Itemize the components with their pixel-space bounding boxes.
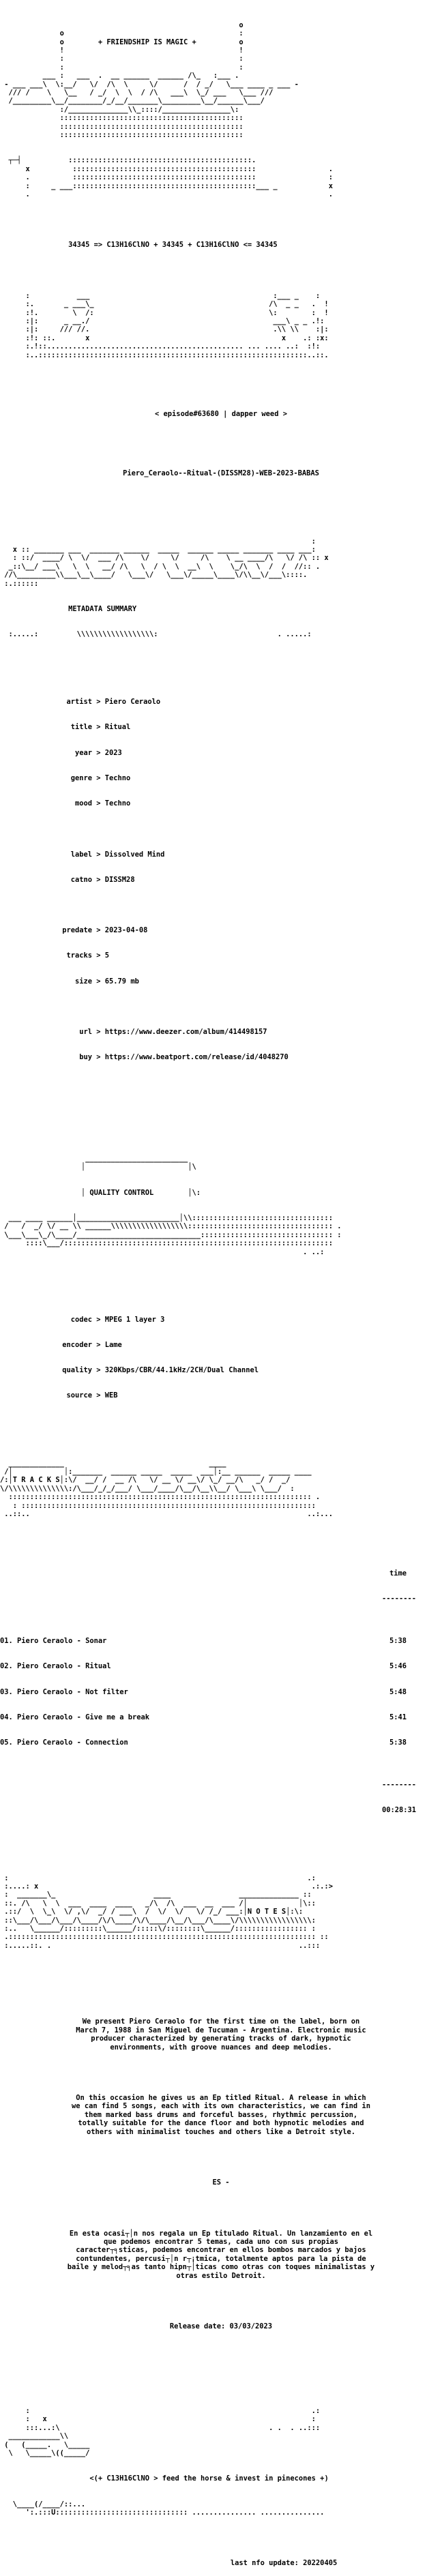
- footer-ascii-art-end: \____(/____/::... ':.:::U::::::::::::::::::::::::::::::: ............... ...............: [12, 2500, 325, 2517]
- quality-ascii-art: ________________________ │ │\: [80, 1155, 196, 1172]
- meta-catno-label: catno: [70, 875, 92, 884]
- formula-line: [0, 241, 442, 249]
- meta-mood-row: mood > Techno: [0, 799, 442, 808]
- meta-size-value: 65.79 mb: [104, 977, 139, 986]
- track-artist: Piero Ceraolo: [17, 1662, 73, 1671]
- quality-codec-value: MPEG 1 layer 3: [104, 1315, 165, 1324]
- meta-tracks-row: tracks > 5: [0, 951, 442, 960]
- episode-tag: < episode#63680 | dapper weed >: [155, 410, 287, 419]
- notes-paragraph-es: En esta ocasi┬│n nos regala un Ep titulado Ritual. Un lanzamiento en el que podemos encontrar 5 temas, cada uno con sus propias caracter┬╕sticas, podemos encontrar en ellos bombos marcados y bajos contundentes, percusi┬│n r┬¡tmica, totalmente aptos para la pista de baile y melod┬╕as tanto hipn┬│ticas como otras con toques minimalistas y otras estilo Detroit.: [67, 2229, 375, 2280]
- track-number: 03.: [0, 1687, 13, 1696]
- track-row: 02. Piero Ceraolo - Ritual 5:46: [0, 1662, 407, 1671]
- meta-tracks-value: 5: [104, 951, 110, 960]
- quality-encoder-value: Lame: [104, 1341, 122, 1349]
- meta-mood-label: mood: [74, 799, 92, 808]
- track-title: Sonar: [85, 1637, 107, 1646]
- quality-encoder-label: encoder: [62, 1341, 92, 1349]
- quality-quality-value: 320Kbps/CBR/44.1kHz/2CH/Dual Channel: [104, 1366, 259, 1375]
- track-title: Not filter: [85, 1687, 128, 1696]
- header-ascii-art-middle: ┬─┤ :::::::::::::::::::::::::::::::::::::::::::. x ::::::::::::::::::::::::::::::::::::::::::: . . ::::::::::::::::::::::::::::::::::::::::::: : : _ ___:::::::::::::::::::::::::::::::::::::::::::___ _ x . .: [8, 156, 333, 198]
- meta-label-label: label: [70, 850, 92, 859]
- tracks-time-rule-bottom: --------: [382, 1781, 417, 1790]
- tracks-ascii-art: _____________ ____ /│ │:_______ ______ _____ _____ ___│:__ ______ _____ ____ /:│T R A C K S│:\/ __/ / __ /\ \/ __ \/ __\/ \_/ __/\ _/ / _/ \/\\\\\\\\\\\\\\:/\___/_/_/___/ \___/____/\__/\__\\__/ \___\ \___/ : ::::::::::::::::::::::::::::::::::::::::::::::::::::::::::::::::::::::: . : ::::::::::::::::::::::::::::::::::::::::::::::::::::::::::::::::::::: ..::.. ..:...: [0, 1459, 333, 1519]
- quality-title-line: │ QUALITY CONTROL │\:: [0, 1188, 201, 1197]
- meta-predate-value: 2023-04-08: [104, 926, 148, 935]
- track-row: 01. Piero Ceraolo - Sonar 5:38: [0, 1637, 407, 1646]
- notes-ascii-art: : .: :....: x .:.:> : _______\_ ____ ______________ :: ::. /\ \ \ ___ ____ ____ _/\ /\ ___ __ ___ /│ │\:: .::/ \ \_\ \/ ,\/ _/ / ___\ / \/ \/ \/ /_/ ___:│N O T E S│:\: ::\___/\___/\___/\____/\/\____/\/\____/\__/\___/\____\/\\\\\\\\\\\\\\\\\: :.. \______/:::::::::\______/:::::\/::::::::\______/::::::::::::::::: : .:::::::::::::::::::::::::::::::::::::::::::::::::::::::::::::::::::::::: :: :.....::. . ..:::: [4, 1874, 333, 1950]
- track-row: 05. Piero Ceraolo - Connection 5:38: [0, 1738, 407, 1747]
- formula: 34345 => C13H16ClNO + 34345 + C13H16ClNO <= 34345: [68, 241, 278, 250]
- track-title: Ritual: [85, 1662, 111, 1671]
- notes-language-separator: ES -: [212, 2178, 230, 2187]
- meta-url-value[interactable]: https://www.deezer.com/album/414498157: [104, 1028, 267, 1037]
- meta-label-value: Dissolved Mind: [104, 850, 165, 859]
- nfo-document: [0, 4, 442, 2576]
- header-ascii-art-top: o o : o + FRIENDSHIP IS MAGIC + o ! ! : : : : ___ : ___ . __ ______ ______ /\_ :___ . - ___ ___\ \:__/ \/ /\ \ \/ / / _/ \___ ____ _ ___ - /// / \ \__ / _/ \ \ / /\ ___\ \_/ ___ \___ /// /_________\__/________/_/__/_______\_________\__/______\___/ :/______________\\_::::/________________\: ::::::::::::::::::::::::::::::::::::::::::: ::::::::::::::::::::::::::::::::::::::::::: :::::::::::::::::::::::::::::::::::::::::::: [4, 20, 299, 140]
- tracks-total-time: 00:28:31: [382, 1806, 417, 1815]
- quality-ascii-art-tail: ___ ____ ______│________________________│\\::::::::::::::::::::::::::::::::: / / _/ \/ __ \\ ______\\\\\\\\\\\\\\\\\\:::::::::::::::::::::::::::::::::: . \___\___\_/\____/_____________________________::::::::::::::::::::::::::::::: : ::::\___/::::::::::::::::::::::::::::::::::::::::::::::::::::::::::::::: . ..:: [4, 1213, 342, 1256]
- track-number: 04.: [0, 1713, 13, 1721]
- meta-url-row: url > https://www.deezer.com/album/414498157: [0, 1028, 442, 1036]
- meta-mood-value: Techno: [104, 799, 131, 808]
- track-time: 5:46: [389, 1662, 407, 1671]
- meta-artist-row: artist > Piero Ceraolo: [0, 698, 442, 706]
- quality-source-label: source: [66, 1391, 92, 1400]
- meta-label-row: label > Dissolved Mind: [0, 850, 442, 859]
- metadata-ascii-art-tail: :.....: \\\\\\\\\\\\\\\\\\: . .....:: [0, 630, 312, 638]
- meta-tracks-label: tracks: [66, 951, 92, 960]
- last-update-line: [0, 2559, 442, 2567]
- track-artist: Piero Ceraolo: [17, 1637, 73, 1646]
- track-time: 5:48: [389, 1687, 407, 1696]
- meta-url-label: url: [79, 1028, 92, 1037]
- meta-catno-value: DISSM28: [104, 875, 135, 884]
- footer-tagline-line: [0, 2474, 442, 2483]
- track-title: Connection: [85, 1738, 128, 1747]
- track-number: 02.: [0, 1662, 13, 1671]
- meta-predate-label: predate: [62, 926, 92, 935]
- track-artist: Piero Ceraolo: [17, 1738, 73, 1747]
- meta-size-label: size: [74, 977, 92, 986]
- meta-genre-value: Techno: [104, 773, 131, 782]
- track-title: Give me a break: [85, 1713, 149, 1721]
- quality-codec-row: codec > MPEG 1 layer 3: [0, 1316, 442, 1324]
- meta-artist-value: Piero Ceraolo: [104, 698, 161, 707]
- tracks-time-header: time: [389, 1569, 407, 1578]
- meta-title-label: title: [70, 723, 92, 732]
- track-time: 5:41: [389, 1713, 407, 1721]
- meta-predate-row: predate > 2023-04-08: [0, 926, 442, 934]
- quality-section-title: QUALITY CONTROL: [89, 1188, 154, 1197]
- footer-ascii-art: : .: : x : :::...:\ . . . ..::: ____________\\ ( (_____. \_____ \ \_____\((_____/: [4, 2407, 321, 2458]
- meta-title-value: Ritual: [104, 723, 131, 732]
- tracks-section-title: T R A C K S: [12, 1476, 60, 1485]
- meta-year-value: 2023: [104, 748, 122, 757]
- meta-buy-value[interactable]: https://www.beatport.com/release/id/4048270: [104, 1053, 289, 1062]
- metadata-section-title: METADATA SUMMARY: [68, 604, 137, 613]
- notes-section-title: N O T E S: [247, 1908, 286, 1916]
- meta-buy-row: buy > https://www.beatport.com/release/id/4048270: [0, 1053, 442, 1061]
- track-number: 05.: [0, 1738, 13, 1747]
- meta-catno-row: catno > DISSM28: [0, 876, 442, 884]
- quality-quality-row: quality > 320Kbps/CBR/44.1kHz/2CH/Dual Channel: [0, 1366, 442, 1374]
- track-artist: Piero Ceraolo: [17, 1713, 73, 1721]
- quality-codec-label: codec: [70, 1315, 92, 1324]
- metadata-ascii-art: : x :: _______ ___ _______ ______ _____ ______ _____ _______ ____ ___: : ::/ ____/ \ \/ ___ /\ \/ \/ /\ \ __ ____/\ \/ /\ :: x _::\__/ ___\ \ \ __/ /\ \ / \ \ __\ \ \_/\ \ / / //:: . //\_________\\___\__\____/ \___\/ \___\/_____\____\/\\__\/___\::::. :.::::::: [4, 537, 329, 588]
- quality-encoder-row: encoder > Lame: [0, 1341, 442, 1349]
- track-number: 01.: [0, 1637, 13, 1646]
- track-row: 03. Piero Ceraolo - Not filter 5:48: [0, 1687, 407, 1696]
- notes-paragraph-en-2: On this occasion he gives us an Ep titled Ritual. A release in which we can find 5 songs, each with its own characteristics, we can find in them marked bass drums and forceful basses, rhythmic percussion, totally suitable for the dance floor and both hypnotic melodies and others with minimalist touches and others like a Detroit style.: [72, 2094, 370, 2136]
- meta-genre-label: genre: [70, 773, 92, 782]
- last-update: last nfo update: 20220405: [230, 2559, 338, 2568]
- quality-quality-label: quality: [62, 1366, 92, 1375]
- track-time: 5:38: [389, 1637, 407, 1646]
- notes-paragraph-en-1: We present Piero Ceraolo for the first time on the label, born on March 7, 1988 in San Miguel de Tucuman - Argentina. Electronic music producer characterized by generating tracks of dark, hypnotic environments, with groove nuances and deep melodies.: [76, 2017, 366, 2052]
- tracklist: [0, 1620, 442, 1764]
- quality-source-value: WEB: [104, 1391, 118, 1400]
- header-ascii-art-bottom: : ___ :___ _ : :. _ ___\_ /\ _ _ . ! :!. \ /: \: : ! :|: _ __./ ___\ _ _ .!: :|: /// //. .\\ \\ :|: :!: ::. x x .: :x: :.!::.............................................. ... .... ..: :!: :..:::::::::::::::::::::::::::::::::::::::::::::::::::::::::::::::..::.: [25, 291, 329, 359]
- release-name: Piero_Ceraolo--Ritual-(DISSM28)-WEB-2023-BABAS: [123, 469, 319, 478]
- footer-tagline: <(+ C13H16ClNO > feed the horse & invest in pinecones +): [89, 2474, 329, 2483]
- meta-buy-label: buy: [79, 1053, 92, 1062]
- quality-source-row: source > WEB: [0, 1391, 442, 1400]
- meta-genre-row: genre > Techno: [0, 774, 442, 782]
- tracks-time-rule-top: --------: [382, 1595, 417, 1603]
- meta-year-row: year > 2023: [0, 749, 442, 757]
- track-row: 04. Piero Ceraolo - Give me a break 5:41: [0, 1713, 407, 1721]
- meta-size-row: size > 65.79 mb: [0, 977, 442, 986]
- track-artist: Piero Ceraolo: [17, 1687, 73, 1696]
- meta-title-row: title > Ritual: [0, 723, 442, 731]
- release-date: Release date: 03/03/2023: [169, 2322, 273, 2330]
- meta-year-label: year: [74, 748, 92, 757]
- meta-artist-label: artist: [66, 698, 92, 707]
- notes-body: [0, 2001, 442, 2348]
- metadata-title-line: [0, 605, 442, 613]
- track-time: 5:38: [389, 1738, 407, 1747]
